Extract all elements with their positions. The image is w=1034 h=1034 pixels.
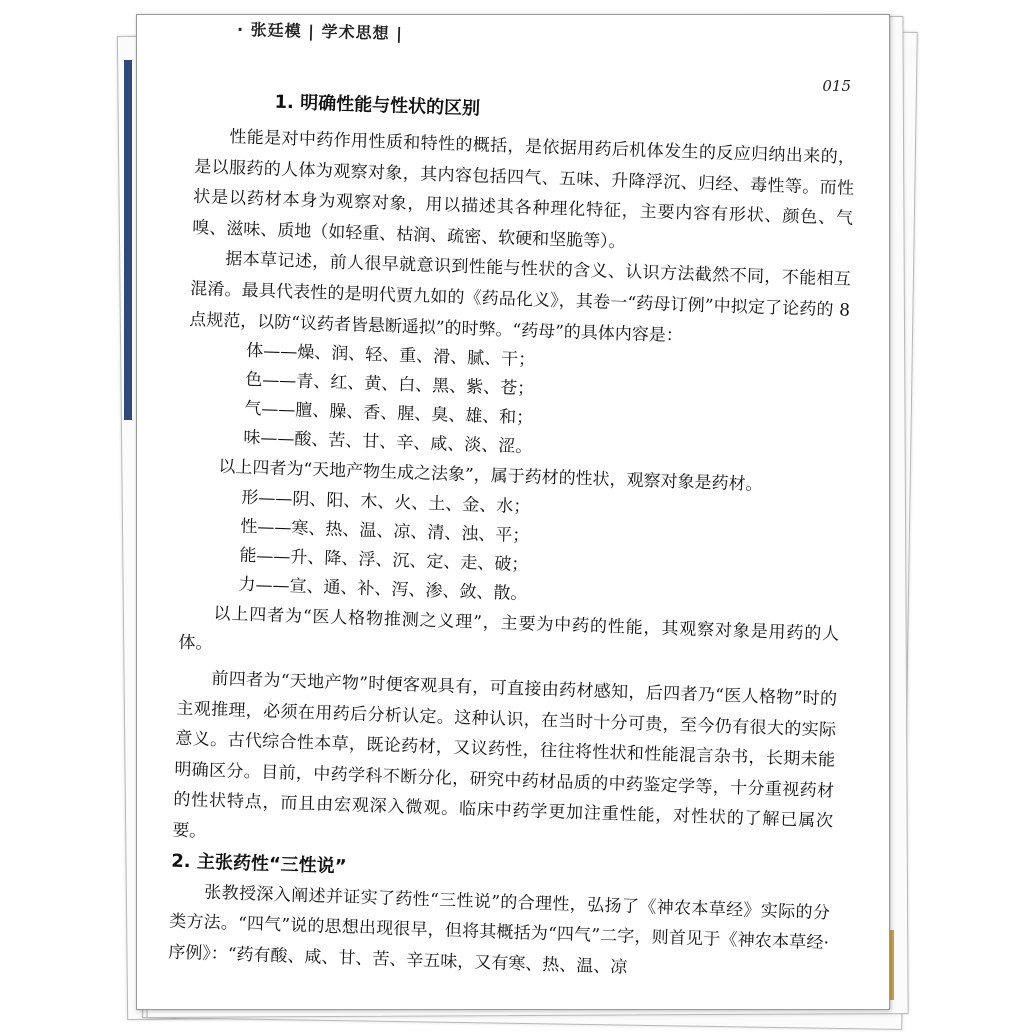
paragraph: 以上四者为“天地产物生成之法象”，属于药材的性状，观察对象是药材。: [218, 457, 763, 496]
list-item: 味——酸、苦、甘、辛、咸、淡、涩。: [243, 427, 533, 458]
section-heading: 2. 主张药性“三性说”: [170, 850, 347, 877]
list-item: 力——宣、通、补、泻、渗、敛、散。: [238, 574, 528, 604]
paragraph: 性能是对中药作用性质和特性的概括，是依据用药后机体发生的反应归纳出来的，是以服药的人体为观察对象，其内容包括四气、五味、升降浮沉、归经、毒性等。而性状是以药材本身为观察对象，用以描述其各种理化特征，主要内容有形状、颜色、气嗅、滋味、质地（如轻重、枯润、疏密、软硬和坚脆等）。: [192, 127, 856, 253]
paragraph: 前四者为“天地产物”时便客观具有，可直接由药材感知，后四者乃“医人格物”时的主观推理，必须在用药后分析认定。这种认识，在当时十分可贵，至今仍有很大的实际意义。古代综合性本草，既论药材，又议药性，往往将性状和性能混言杂书，长期未能明确区分。目前，中药学科不断分化，研究中药材品质的中药鉴定学等，十分重视药材的性状特点，而且由宏观深入微观。临床中药学更加注重性能，对性状的了解已属次要。: [172, 668, 838, 842]
paragraph: 据本草记述，前人很早就意识到性能与性状的含义、认识方法截然不同，不能相互混淆。最具代表性的是明代贾九如的《药品化义》，其卷一“药母订例”中拟定了论药的 8 点规范，以防“议药者皆悬断遥拟”的时弊。“药母”的具体内容是：: [188, 249, 852, 346]
property-list: [185, 335, 848, 473]
page-number: 015: [822, 77, 851, 95]
paragraph: 张教授深入阐述并证实了药性“三性说”的合理性，弘扬了《神农本草经》实际的分类方法。“四气”说的思想出现很早，但将其概括为“四气”二字，则首见于《神农本草经·序例》：“药有酸、咸、甘、苦、辛五味，又有寒、热、温、凉: [167, 882, 831, 978]
running-header: · 张廷模 | 学术思想 |: [236, 19, 404, 44]
list-item: 能——升、降、浮、沉、定、走、破；: [239, 545, 529, 575]
page-body: [168, 87, 857, 990]
property-list: [180, 482, 843, 620]
book-cover-edge: [124, 60, 132, 420]
list-item: 气——膻、臊、香、腥、臭、雄、和；: [244, 398, 534, 429]
book-page: [136, 14, 890, 1010]
list-item: 性——寒、热、温、凉、清、浊、平；: [240, 516, 530, 547]
list-item: 体——燥、润、轻、重、滑、腻、干；: [245, 340, 536, 371]
paragraph: 以上四者为“医人格物推测之义理”，主要为中药的性能，其观察对象是用药的人体。: [178, 603, 840, 655]
section-heading: 1. 明确性能与性状的区别: [274, 91, 481, 120]
list-item: 色——青、红、黄、白、黑、紫、苍；: [244, 369, 535, 400]
list-item: 形——阴、阳、木、火、土、金、水；: [241, 487, 531, 518]
